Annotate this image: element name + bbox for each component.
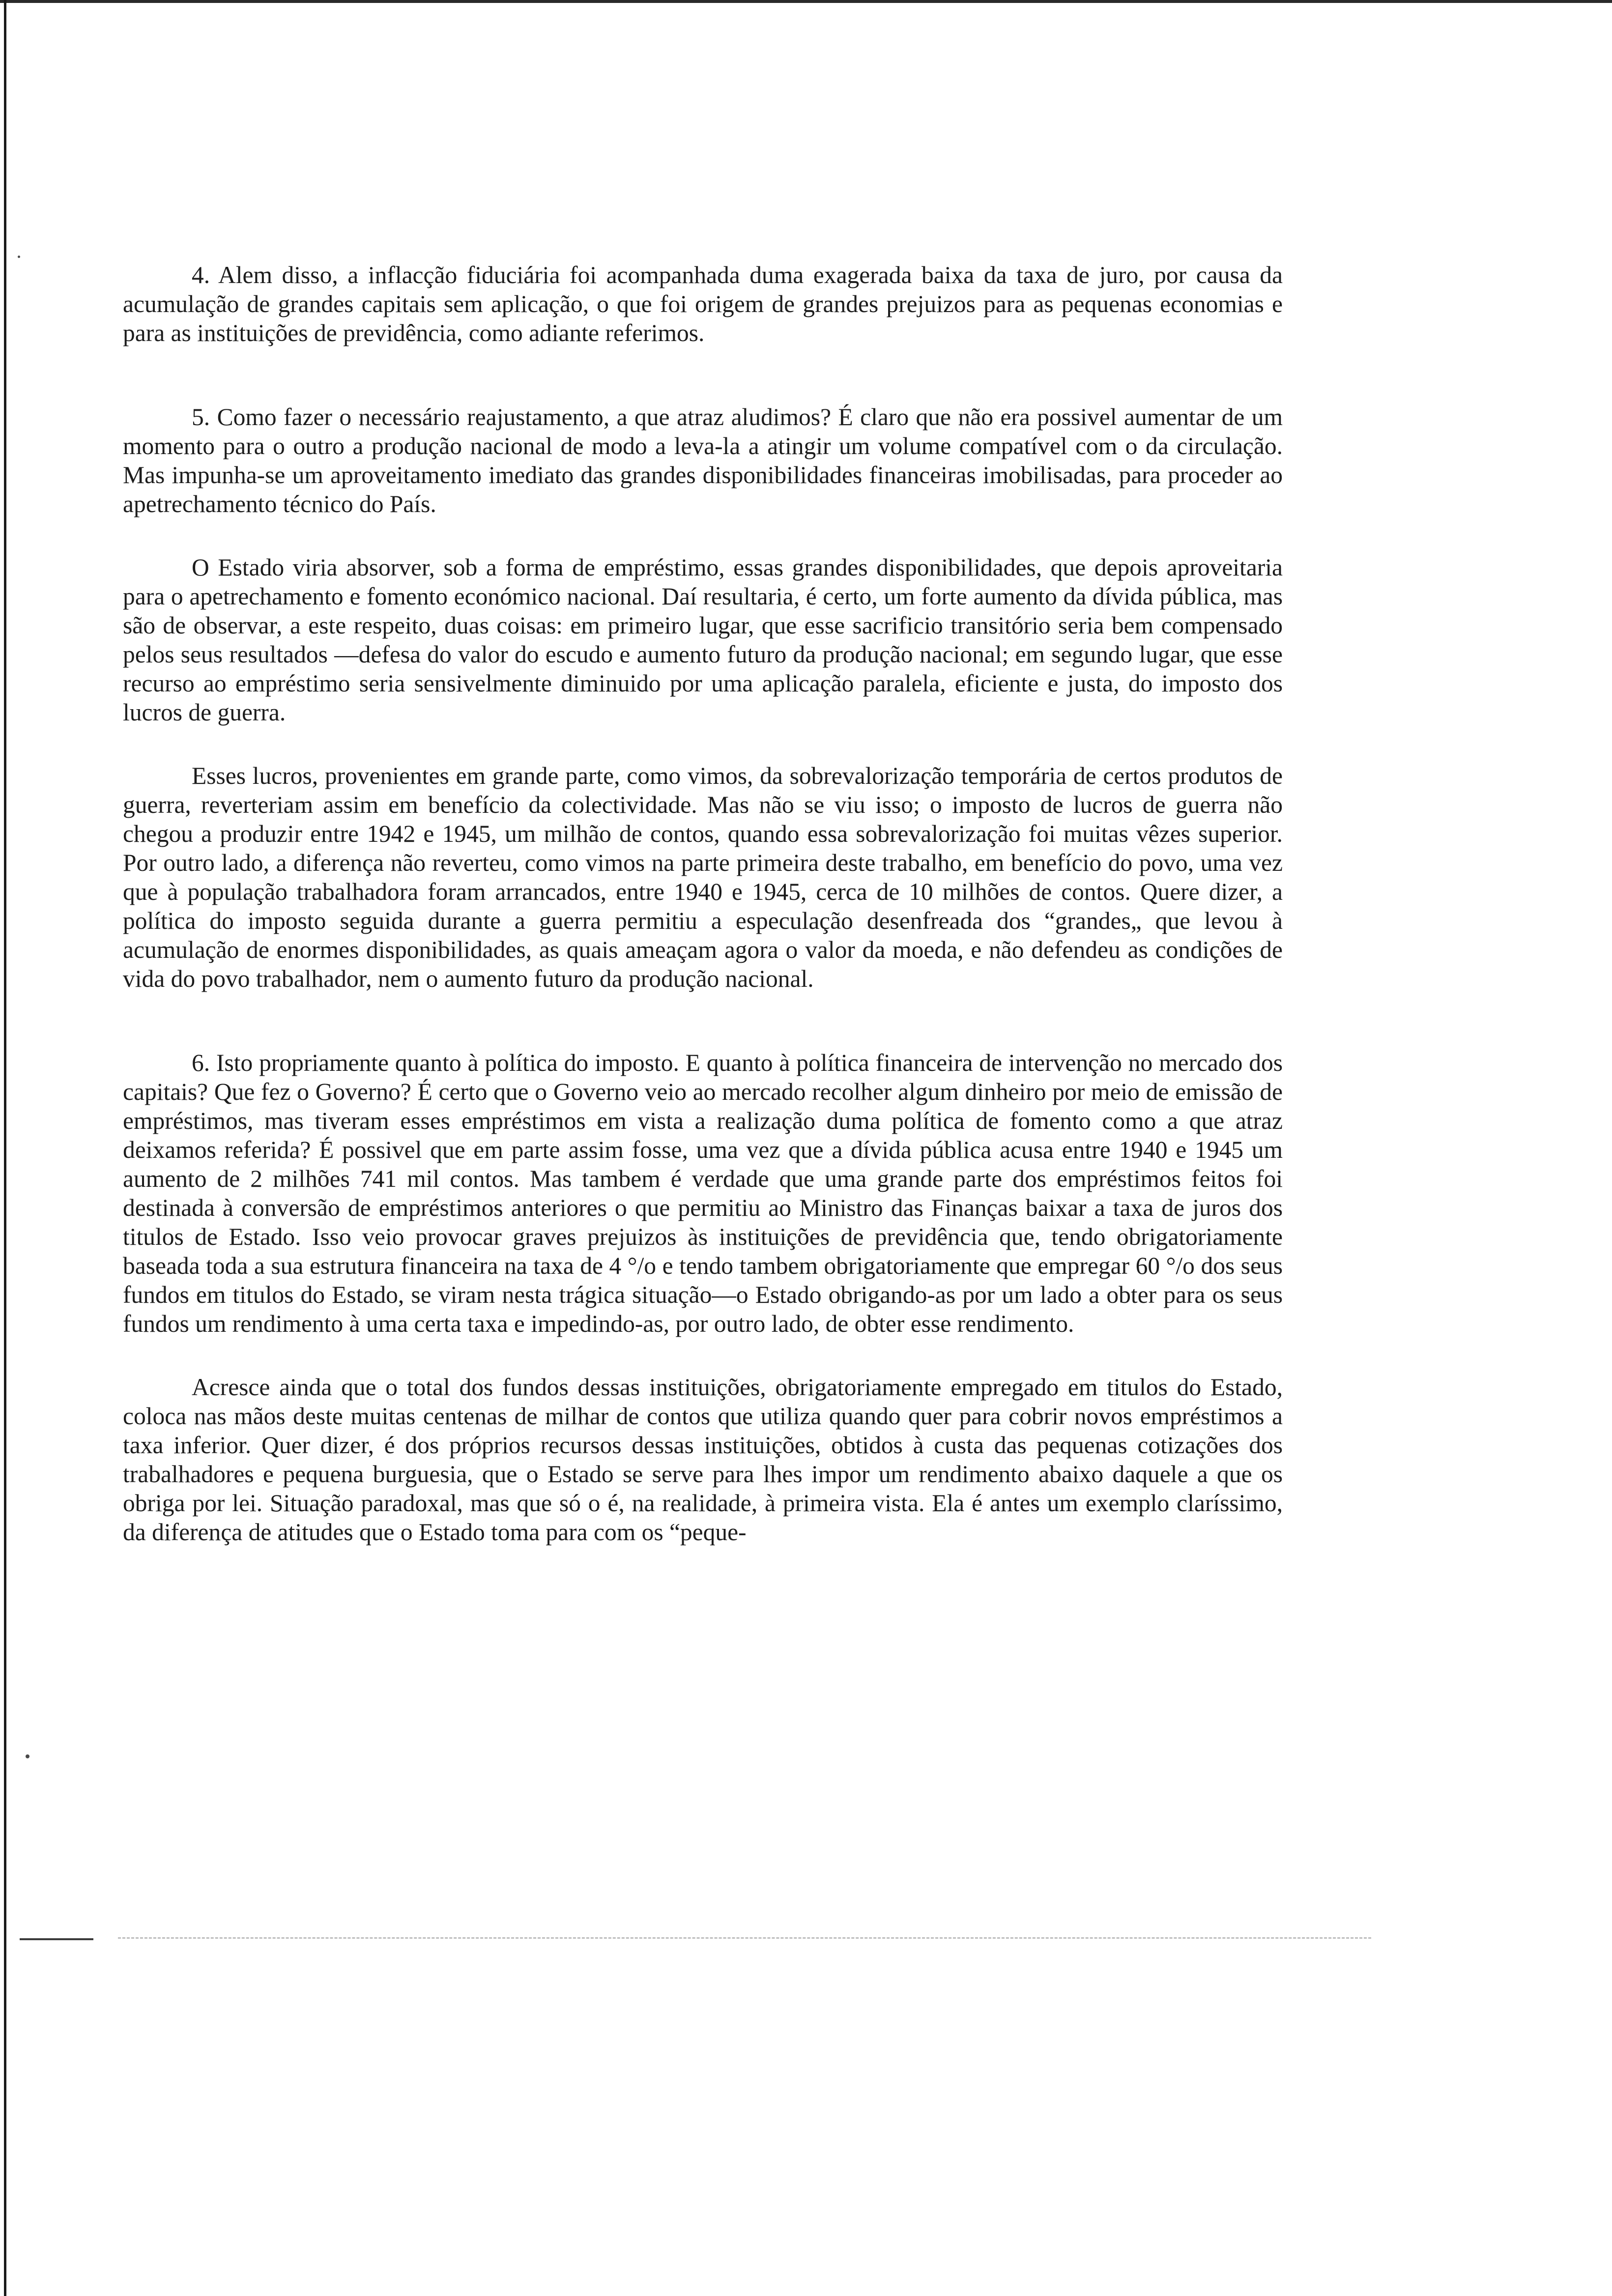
bottom-dashed-rule	[118, 1937, 1371, 1939]
paragraph-lucros-de-guerra: Esses lucros, provenientes em grande parte, como vimos, da sobrevalorização temporária de certos produtos de guerra, reverteriam assim em benefício da colectividade. Mas não se viu isso; o imposto de lucros de guerra não chegou a produzir entre 1942 e 1945, um milhão de contos, quando essa sobrevalorização foi muitas vêzes superior. Por outro lado, a diferença não reverteu, como vimos na parte primeira deste trabalho, em benefício do povo, uma vez que à população trabalhadora foram arrancados, entre 1940 e 1945, cerca de 10 milhões de contos. Quere dizer, a política do imposto seguida durante a guerra permitiu a especulação desenfreada dos “grandes„ que levou à acumulação de enormes disponibilidades, as quais ameaçam agora o valor da moeda, e não defendeu as condições de vida do povo trabalhador, nem o aumento futuro da produção nacional.	[123, 762, 1283, 992]
page-left-edge	[4, 0, 6, 2296]
paragraph-6: 6. Isto propriamente quanto à política do imposto. E quanto à política financeira de intervenção no mercado dos capitais? Que fez o Governo? É certo que o Governo veio ao mercado recolher algum dinheiro por meio de emissão de empréstimos, mas tiveram esses empréstimos em vista a realização duma política de fomento como a que atraz deixamos referida? É possivel que em parte assim fosse, uma vez que a dívida pública acusa entre 1940 e 1945 um aumento de 2 milhões 741 mil contos. Mas tambem é verdade que uma grande parte dos empréstimos feitos foi destinada à conversão de empréstimos anteriores o que permitiu ao Ministro das Finanças baixar a taxa de juros dos titulos de Estado. Isso veio provocar graves prejuizos às instituições de previdência que, tendo obrigatoriamente baseada toda a sua estrutura financeira na taxa de 4 °/o e tendo tambem obrigatoriamente que empregar 60 °/o dos seus fundos em titulos do Estado, se viram nesta trágica situação—o Estado obrigando-as por um lado a obter para os seus fundos um rendimento à uma certa taxa e impedindo-as, por outro lado, de obter esse rendimento.	[123, 1049, 1283, 1337]
top-edge-rule	[0, 0, 1612, 3]
bottom-left-rule	[20, 1938, 93, 1940]
paragraph-5: 5. Como fazer o necessário reajustamento, a que atraz aludimos? É claro que não era possivel aumentar de um momento para o outro a produção nacional de modo a leva-la a atingir um volume compatível com o da circulação. Mas impunha-se um aproveitamento imediato das grandes disponibilidades financeiras imobilisadas, para proceder ao apetrechamento técnico do País.	[123, 403, 1283, 517]
scan-speck	[18, 256, 20, 258]
paragraph-acresce: Acresce ainda que o total dos fundos dessas instituições, obrigatoriamente empregado em titulos do Estado, coloca nas mãos deste muitas centenas de milhar de contos que utiliza quando quer para cobrir novos empréstimos a taxa inferior. Quer dizer, é dos próprios recursos dessas instituições, obtidos à custa das pequenas cotizações dos trabalhadores e pequena burguesia, que o Estado se serve para lhes impor um rendimento abaixo daquele a que os obriga por lei. Situação paradoxal, mas que só o é, na realidade, à primeira vista. Ela é antes um exemplo claríssimo, da diferença de atitudes que o Estado toma para com os “peque-	[123, 1374, 1283, 1546]
text-column	[123, 260, 1283, 1547]
paragraph-estado-emprestimo: O Estado viria absorver, sob a forma de empréstimo, essas grandes disponibilidades, que depois aproveitaria para o apetrechamento e fomento económico nacional. Daí resultaria, é certo, um forte aumento da dívida pública, mas são de observar, a este respeito, duas coisas: em primeiro lugar, que esse sacrificio transitório seria bem compensado pelos seus resultados —defesa do valor do escudo e aumento futuro da produção nacional; em segundo lugar, que esse recurso ao empréstimo seria sensivelmente diminuido por uma aplicação paralela, eficiente e justa, do imposto dos lucros de guerra.	[123, 554, 1283, 726]
scan-speck	[26, 1754, 29, 1758]
paragraph-4: 4. Alem disso, a inflacção fiduciária foi acompanhada duma exagerada baixa da taxa de juro, por causa da acumulação de grandes capitais sem aplicação, o que foi origem de grandes prejuizos para as pequenas economias e para as instituições de previdência, como adiante referimos.	[123, 261, 1283, 346]
